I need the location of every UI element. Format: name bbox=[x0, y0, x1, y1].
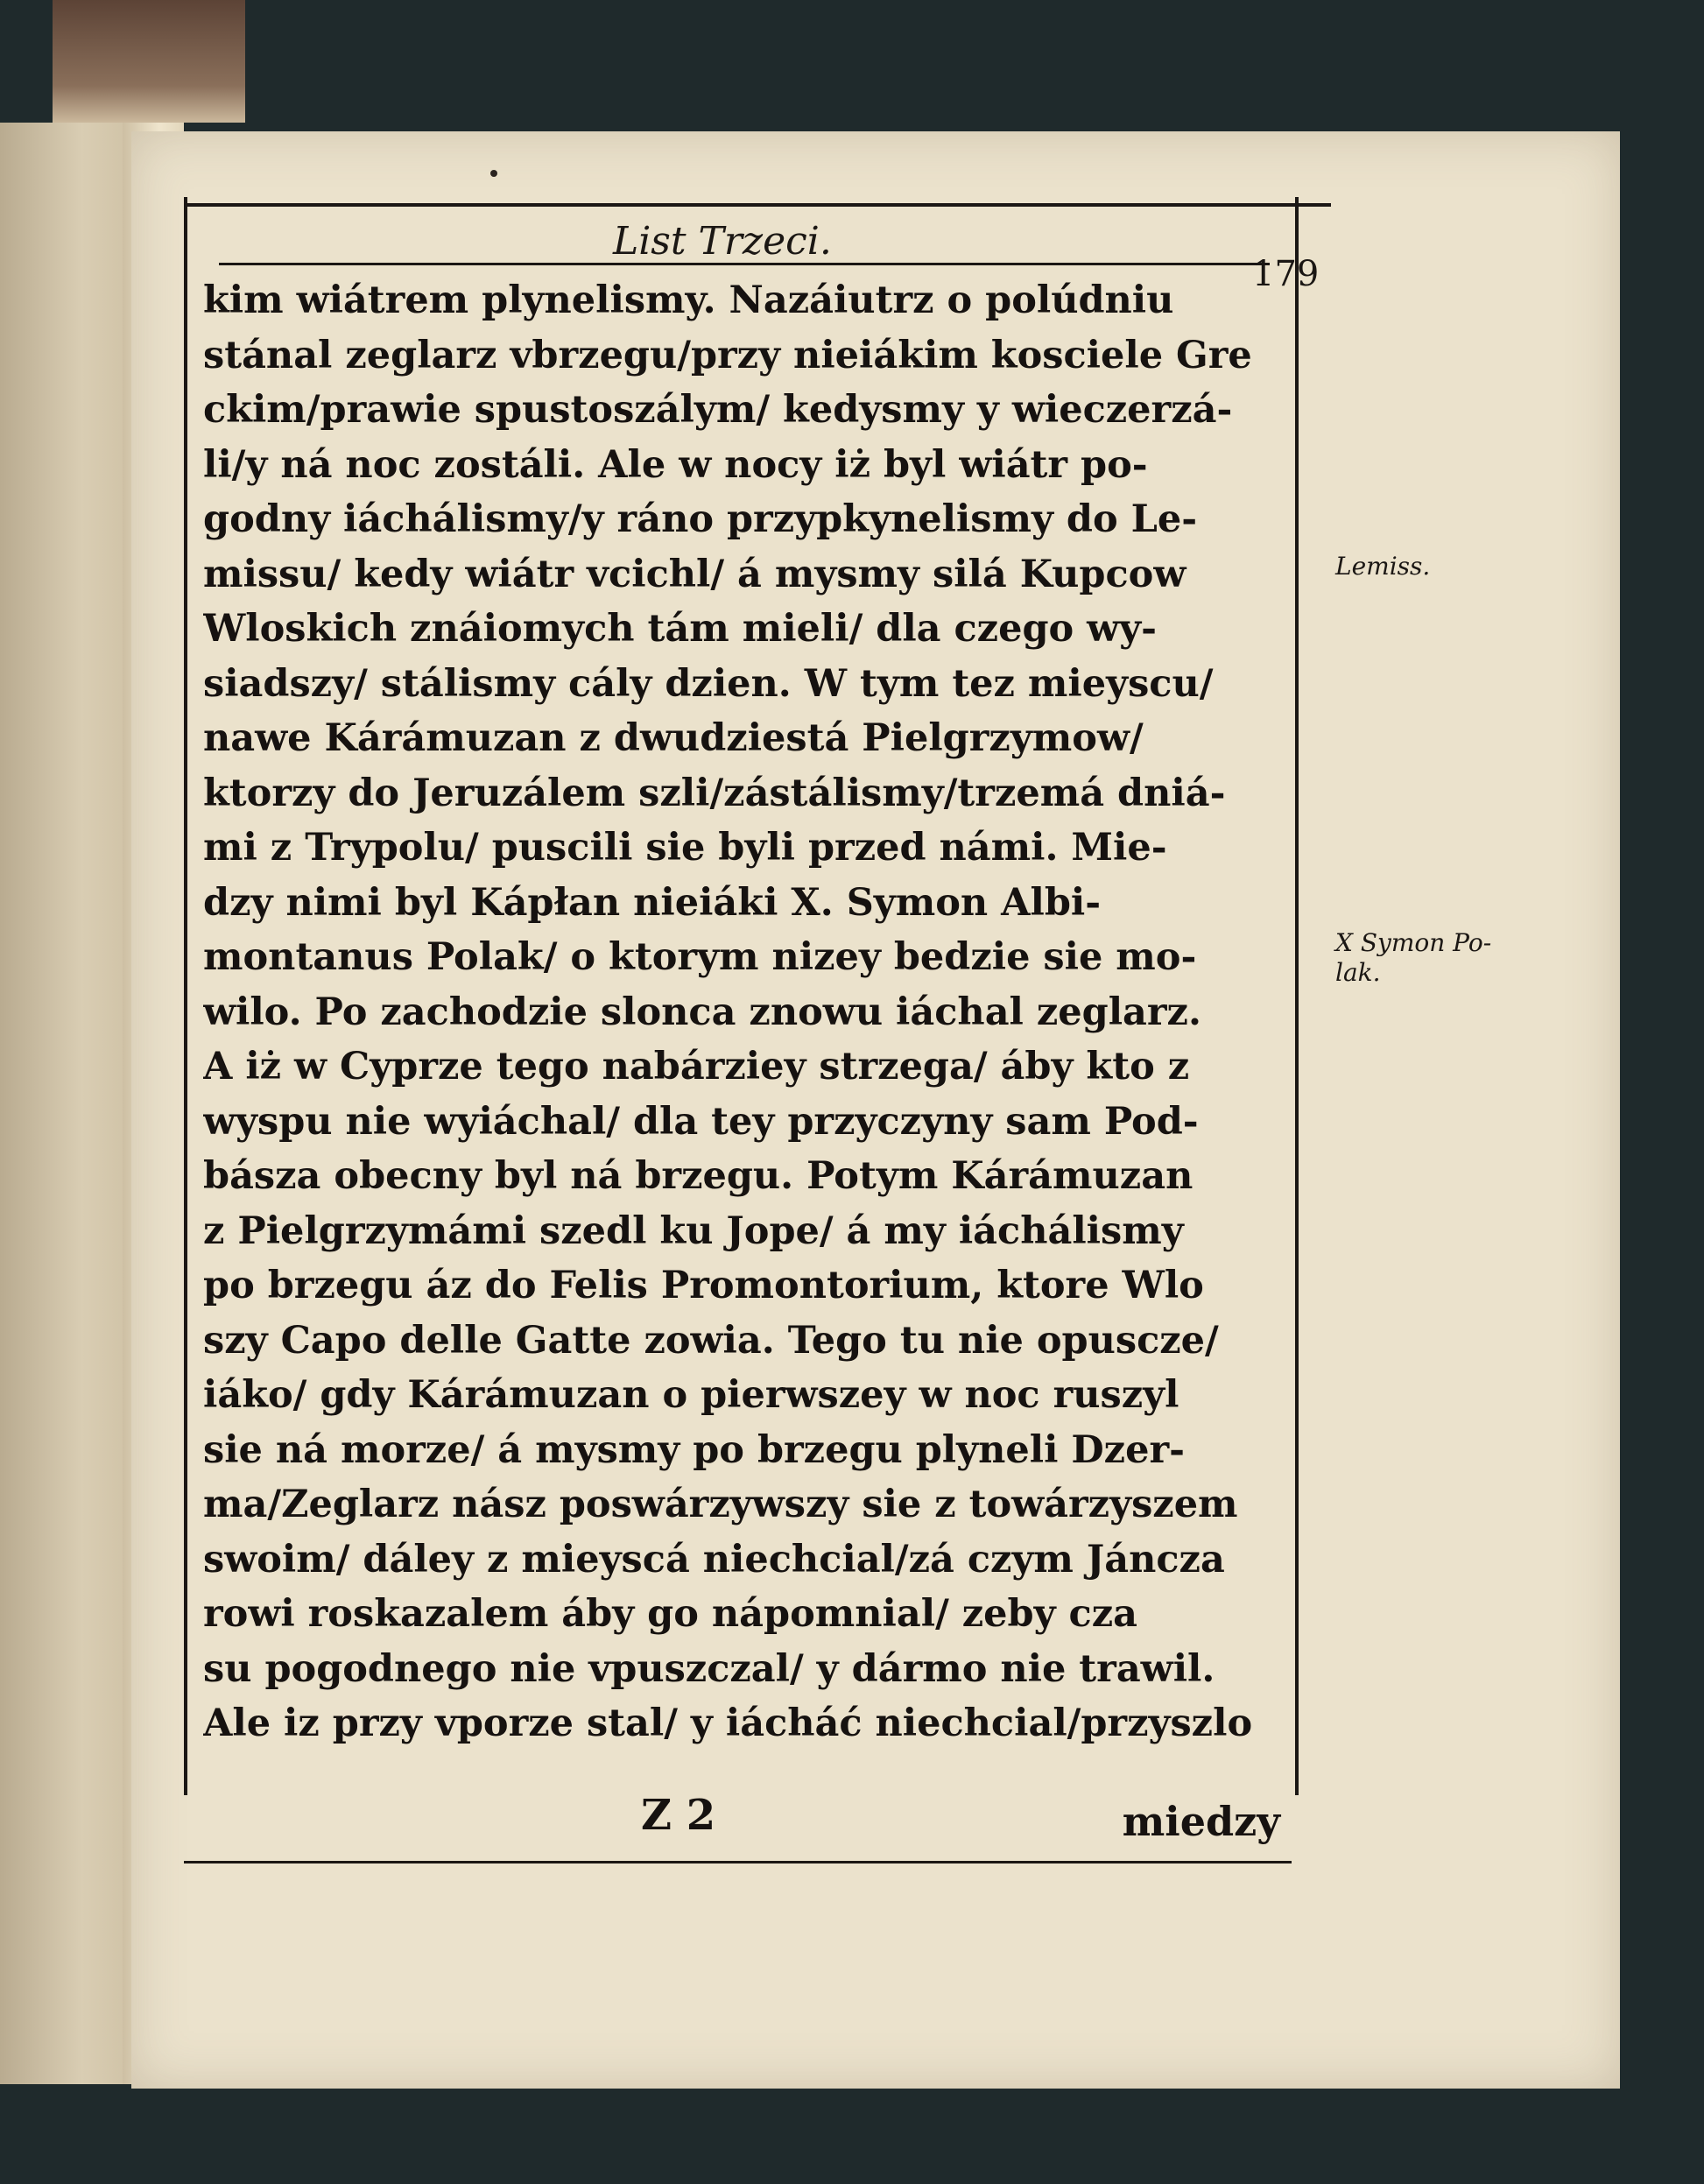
text-line: ktorzy do Jeruzálem szli/zástálismy/trzemá dniá- bbox=[203, 771, 1226, 815]
text-line: ma/Zeglarz nász poswárzywszy sie z towárzyszem bbox=[203, 1483, 1238, 1526]
margin-note-symon: X Symon Po-lak. bbox=[1335, 928, 1492, 987]
text-line: rowi roskazalem áby go nápomnial/ zeby cza bbox=[203, 1592, 1138, 1636]
footer-rule bbox=[184, 1861, 1292, 1863]
text-line: ckim/prawie spustoszálym/ kedysmy y wieczerzá- bbox=[203, 388, 1233, 432]
text-line: wilo. Po zachodzie slonca znowu iáchal zeglarz. bbox=[203, 990, 1201, 1034]
text-block bbox=[203, 273, 1289, 1751]
ink-spot bbox=[490, 170, 497, 177]
text-line: godny iáchálismy/y ráno przypkynelismy do Le- bbox=[203, 497, 1198, 541]
text-line: mi z Trypolu/ puscili sie byli przed námi. Mie- bbox=[203, 826, 1167, 870]
text-line: dzy nimi byl Kápłan nieiáki X. Symon Albi- bbox=[203, 880, 1102, 925]
text-line: li/y ná noc zostáli. Ale w nocy iż byl wiátr po- bbox=[203, 442, 1148, 487]
text-line: su pogodnego nie vpuszczal/ y dármo nie trawil. bbox=[203, 1646, 1215, 1691]
text-line: montanus Polak/ o ktorym nizey bedzie sie mo- bbox=[203, 935, 1197, 979]
running-head: List Trzeci. bbox=[613, 219, 832, 264]
catchword: miedzy bbox=[1122, 1798, 1280, 1845]
book-edge-left bbox=[53, 0, 245, 123]
text-line: missu/ kedy wiátr vcichl/ á mysmy silá Kupcow bbox=[203, 552, 1186, 596]
text-line: sie ná morze/ á mysmy po brzegu plyneli Dzer- bbox=[203, 1427, 1185, 1472]
text-line: Ale iz przy vporze stal/ y iácháć niechcial/przyszlo bbox=[203, 1701, 1253, 1745]
text-line: iáko/ gdy Kárámuzan o pierwszey w noc ruszyl bbox=[203, 1373, 1179, 1417]
footer-line bbox=[203, 1791, 1289, 1852]
text-line: swoim/ dáley z mieyscá niechcial/zá czym Jáncza bbox=[203, 1537, 1225, 1582]
text-line: kim wiátrem plynelismy. Nazáiutrz o polúdniu bbox=[203, 278, 1174, 322]
text-line: wyspu nie wyiáchal/ dla tey przyczyny sam Pod- bbox=[203, 1099, 1199, 1144]
text-line: siadszy/ stálismy cály dzien. W tym tez mieyscu/ bbox=[203, 661, 1214, 706]
signature-mark: Z 2 bbox=[641, 1791, 716, 1840]
text-line: nawe Kárámuzan z dwudziestá Pielgrzymow/ bbox=[203, 716, 1144, 760]
text-line: szy Capo delle Gatte zowia. Tego tu nie opuscze/ bbox=[203, 1318, 1219, 1363]
folio-number: 179 bbox=[1252, 254, 1320, 294]
text-line: z Pielgrzymámi szedl ku Jope/ á my iáchálismy bbox=[203, 1208, 1184, 1253]
text-line: A iż w Cyprze tego nabárziey strzega/ áby kto z bbox=[203, 1045, 1190, 1088]
text-line: po brzegu áz do Felis Promontorium, ktore Wlo bbox=[203, 1264, 1204, 1307]
text-line: stánal zeglarz vbrzegu/przy nieiákim kosciele Gre bbox=[203, 333, 1252, 377]
text-line: Wloskich znáiomych tám mieli/ dla czego wy- bbox=[203, 607, 1158, 651]
text-line: básza obecny byl ná brzegu. Potym Kárámuzan bbox=[203, 1154, 1194, 1198]
margin-note-lemiss: Lemiss. bbox=[1335, 552, 1431, 581]
